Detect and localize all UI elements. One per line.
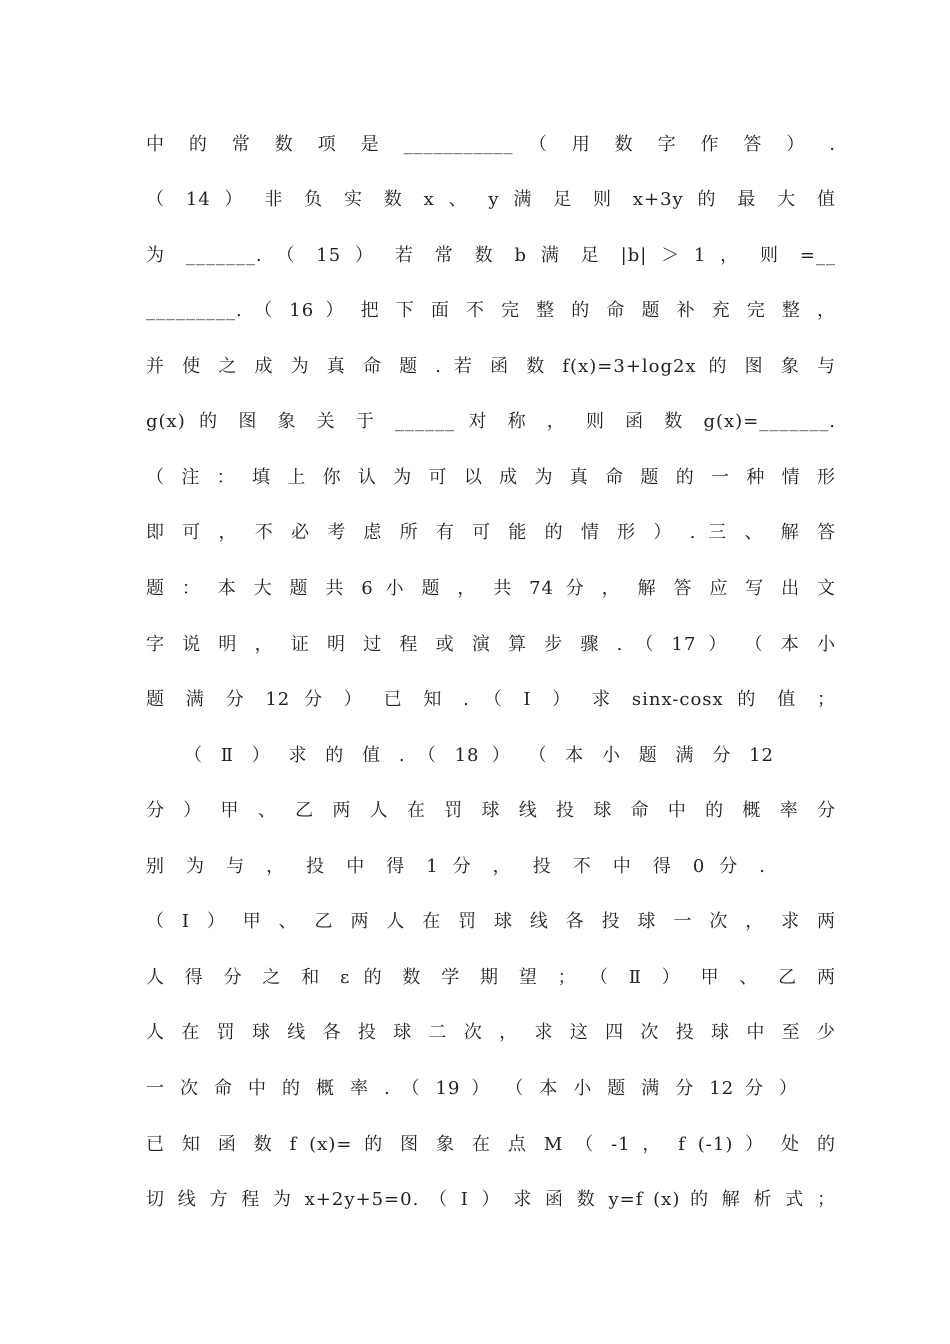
text-line-10: 字 说 明 ， 证 明 过 程 或 演 算 步 骤 . （ 17 ） （ 本 小	[146, 634, 836, 655]
text-line-2: （ 14 ） 非 负 实 数 x 、 y 满 足 则 x+3y 的 最 大 值	[146, 189, 836, 210]
text-line-5: 并 使 之 成 为 真 命 题 . 若 函 数 f(x)=3+log2x 的 图 象 与	[146, 356, 836, 377]
text-line-18: 一 次 命 中 的 概 率 . （ 19 ） （ 本 小 题 满 分 12 分 ）	[146, 1078, 798, 1099]
text-line-8: 即 可 ， 不 必 考 虑 所 有 可 能 的 情 形 ） . 三 、 解 答	[146, 522, 836, 543]
text-line-16: 人 得 分 之 和 ε 的 数 学 期 望 ； （ Ⅱ ） 甲 、 乙 两	[146, 967, 836, 988]
text-line-3: 为 _______. （ 15 ） 若 常 数 b 满 足 |b| ＞ 1 ， 则 =__	[146, 245, 836, 266]
text-line-15: （ Ⅰ ） 甲 、 乙 两 人 在 罚 球 线 各 投 球 一 次 ， 求 两	[146, 911, 836, 932]
text-line-17: 人 在 罚 球 线 各 投 球 二 次 ， 求 这 四 次 投 球 中 至 少	[146, 1022, 836, 1043]
text-line-1: 中 的 常 数 项 是 ___________ （ 用 数 字 作 答 ） .	[146, 134, 836, 155]
text-line-12: （ Ⅱ ） 求 的 值 . （ 18 ） （ 本 小 题 满 分 12	[184, 745, 774, 766]
text-line-13: 分 ） 甲 、 乙 两 人 在 罚 球 线 投 球 命 中 的 概 率 分	[146, 800, 836, 821]
text-line-9: 题 ： 本 大 题 共 6 小 题 ， 共 74 分 ， 解 答 应 写 出 文	[146, 578, 836, 599]
text-line-6: g(x) 的 图 象 关 于 ______ 对 称 ， 则 函 数 g(x)=_______.	[146, 411, 836, 432]
text-line-11: 题 满 分 12 分 ） 已 知 . （ Ⅰ ） 求 sinx-cosx 的 值 ；	[146, 689, 836, 710]
text-line-14: 别 为 与 ， 投 中 得 1 分 ， 投 不 中 得 0 分 .	[146, 856, 766, 877]
text-line-20: 切 线 方 程 为 x+2y+5=0. （ Ⅰ ） 求 函 数 y=f (x) 的 解 析 式 ；	[146, 1189, 836, 1210]
text-line-7: （ 注 ： 填 上 你 认 为 可 以 成 为 真 命 题 的 一 种 情 形	[146, 467, 836, 488]
text-line-4: _________. （ 16 ） 把 下 面 不 完 整 的 命 题 补 充 完 整 ，	[146, 300, 836, 321]
text-line-19: 已 知 函 数 f (x)= 的 图 象 在 点 M （ -1 ， f (-1) ） 处 的	[146, 1134, 836, 1155]
